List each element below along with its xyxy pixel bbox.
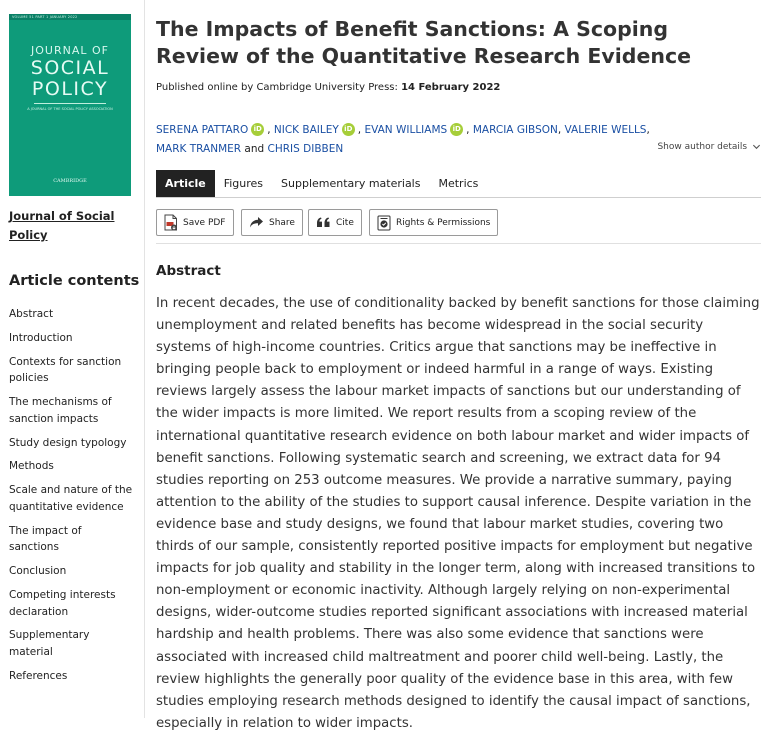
toc-item-supplementary[interactable]: Supplementary material: [9, 629, 90, 658]
published-line: [156, 82, 500, 93]
article-contents-list: [9, 306, 134, 692]
cover-title-line1: JOURNAL OF: [31, 44, 109, 57]
article-contents-heading: Article contents: [9, 273, 140, 289]
pdf-icon: [164, 214, 178, 231]
quote-icon: [316, 217, 331, 228]
toc-item-study-design[interactable]: Study design typology: [9, 436, 127, 449]
abstract-heading: Abstract: [156, 263, 221, 279]
author-list: SERENA PATTARO iD , NICK BAILEY iD , EVAN WILLIAMS iD , MARCIA GIBSON, VALERIE WELLS, MARK TRANMER and CHRIS DIBBEN: [156, 124, 650, 155]
save-pdf-button[interactable]: [156, 209, 234, 236]
toc-item-introduction[interactable]: Introduction: [9, 331, 73, 344]
cover-publisher: CAMBRIDGE: [53, 178, 87, 184]
tab-figures[interactable]: Figures: [223, 177, 264, 190]
cover-subtitle: A JOURNAL OF THE SOCIAL POLICY ASSOCIATION: [27, 107, 113, 111]
orcid-icon[interactable]: iD: [342, 123, 355, 136]
show-author-details-toggle[interactable]: [657, 142, 761, 152]
published-date: 14 February 2022: [401, 82, 501, 93]
toc-item-competing-interests[interactable]: Competing interests declaration: [9, 589, 116, 618]
toc-item-methods[interactable]: Methods: [9, 460, 54, 473]
journal-cover-image[interactable]: [9, 14, 131, 196]
author-link[interactable]: VALERIE WELLS: [564, 124, 647, 136]
article-title: The Impacts of Benefit Sanctions: A Scoping Review of the Quantitative Research Evidence: [156, 17, 692, 68]
orcid-icon[interactable]: iD: [450, 123, 463, 136]
article-toolbar: [156, 209, 761, 244]
cover-title-line2: [9, 58, 131, 100]
toc-item-mechanisms[interactable]: The mechanisms of sanction impacts: [9, 396, 112, 425]
toc-item-scale-nature[interactable]: Scale and nature of the quantitative evidence: [9, 484, 133, 513]
orcid-icon[interactable]: iD: [251, 123, 264, 136]
toc-item-contexts[interactable]: Contexts for sanction policies: [9, 355, 122, 385]
save-pdf-label: Save PDF: [183, 217, 226, 228]
left-sidebar: [0, 0, 145, 718]
author-link[interactable]: MARK TRANMER: [156, 143, 242, 155]
author-link[interactable]: SERENA PATTARO: [156, 124, 249, 136]
toc-item-conclusion[interactable]: Conclusion: [9, 565, 67, 578]
show-author-details-label: Show author details: [657, 142, 748, 152]
rights-permissions-label: Rights & Permissions: [396, 217, 491, 228]
cite-button[interactable]: [308, 209, 362, 236]
cover-issue-line: VOLUME 51 PART 1 JANUARY 2022: [12, 15, 78, 19]
share-button[interactable]: [241, 209, 303, 236]
abstract-text: In recent decades, the use of conditionality backed by benefit sanctions for those claiming unemployment and related benefits has become widespread in the social security systems of high-income countries. Critics argue that sanctions may be ineffective in bringing people back to employment or indeed harmful in a range of ways. Existing reviews largely assess the labour market impacts of sanctions but our understanding of the wider impacts is more limited. We report results from a scoping review of the international quantitative research evidence on both labour market and wider impacts of benefit sanctions. Following systematic search and screening, we extract data for 94 studies reporting on 253 outcome measures. We provide a narrative summary, paying attention to the ability of the studies to support causal inference. Despite variation in the evidence base and study designs, we found that labour market studies, covering two thirds of our sample, consistently reported positive impacts for employment but negative impacts for job quality and stability in the longer term, along with increased transitions to non-employment or economic inactivity. Although largely relying on non-experimental designs, wider-outcome studies reported significant associations with increased material hardship and health problems. There was also some evidence that sanctions were associated with increased child maltreatment and poorer child well-being. Lastly, the review highlights the generally poor quality of the evidence base in this area, with few studies employing research methods designed to identify the causal impact of sanctions, especially in relation to wider impacts.: [156, 296, 760, 731]
author-link[interactable]: EVAN WILLIAMS: [364, 124, 448, 136]
cover-title-policy: POLICY: [31, 78, 109, 100]
share-icon: [249, 216, 264, 229]
article-tabs: [156, 170, 761, 198]
rights-permissions-icon: [377, 215, 391, 231]
chevron-down-icon: [750, 142, 761, 152]
tab-metrics[interactable]: Metrics: [438, 177, 479, 190]
cite-label: Cite: [336, 217, 354, 228]
author-and: and: [244, 143, 265, 155]
share-label: Share: [269, 217, 295, 228]
cover-title-social: SOCIAL: [30, 57, 110, 79]
author-link[interactable]: NICK BAILEY: [273, 124, 339, 136]
author-link[interactable]: MARCIA GIBSON: [472, 124, 558, 136]
tab-supplementary-materials[interactable]: Supplementary materials: [281, 177, 421, 190]
toc-item-impact[interactable]: The impact of sanctions: [9, 524, 82, 554]
rights-permissions-button[interactable]: [369, 209, 498, 236]
author-link[interactable]: CHRIS DIBBEN: [267, 143, 344, 155]
journal-link[interactable]: Journal of Social Policy: [9, 209, 115, 242]
toc-item-abstract[interactable]: Abstract: [9, 308, 54, 320]
toc-item-references[interactable]: References: [9, 669, 68, 682]
tab-article[interactable]: Article: [156, 170, 215, 197]
cover-rule: [34, 103, 106, 104]
published-prefix: Published online by Cambridge University Press:: [156, 82, 398, 93]
